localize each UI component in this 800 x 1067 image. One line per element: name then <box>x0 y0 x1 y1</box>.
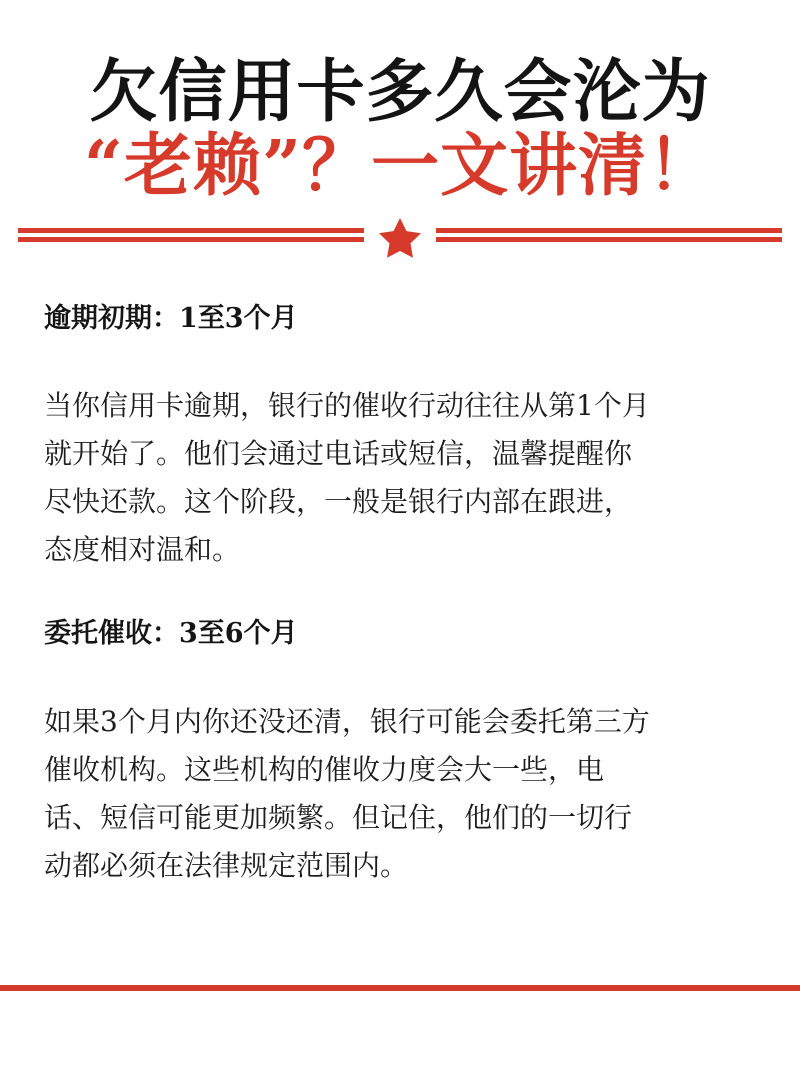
decorative-divider <box>0 214 800 258</box>
paragraph-line: 当你信用卡逾期，银行的催收行动往往从第1个月 <box>44 389 650 422</box>
paragraph-line: 动都必须在法律规定范围内。 <box>44 849 409 882</box>
divider-left-line-top <box>18 228 364 233</box>
section-paragraph-early-overdue <box>44 382 756 574</box>
paragraph-line: 如果3个月内你还没还清，银行可能会委托第三方 <box>44 705 650 738</box>
paragraph-line: 尽快还款。这个阶段，一般是银行内部在跟进， <box>44 485 633 518</box>
title-line-1: 欠信用卡多久会沦为 <box>89 52 711 132</box>
bottom-rule <box>0 985 800 991</box>
paragraph-line: 催收机构。这些机构的催收力度会大一些，电 <box>44 753 605 786</box>
section-heading-outsourced-collection: 委托催收：3至6个月 <box>44 618 298 649</box>
paragraph-line: 态度相对温和。 <box>44 533 241 566</box>
section-paragraph-outsourced-collection <box>44 698 756 890</box>
paragraph-line: 就开始了。他们会通过电话或短信，温馨提醒你 <box>44 437 633 470</box>
star-icon <box>379 218 421 258</box>
divider-right-line-top <box>436 228 782 233</box>
title-line-2: “老赖”？一文讲清！ <box>83 126 717 206</box>
divider-left-line-bottom <box>18 237 364 242</box>
divider-right-line-bottom <box>436 237 782 242</box>
paragraph-line: 话、短信可能更加频繁。但记住，他们的一切行 <box>44 801 633 834</box>
section-heading-early-overdue: 逾期初期：1至3个月 <box>44 303 298 334</box>
